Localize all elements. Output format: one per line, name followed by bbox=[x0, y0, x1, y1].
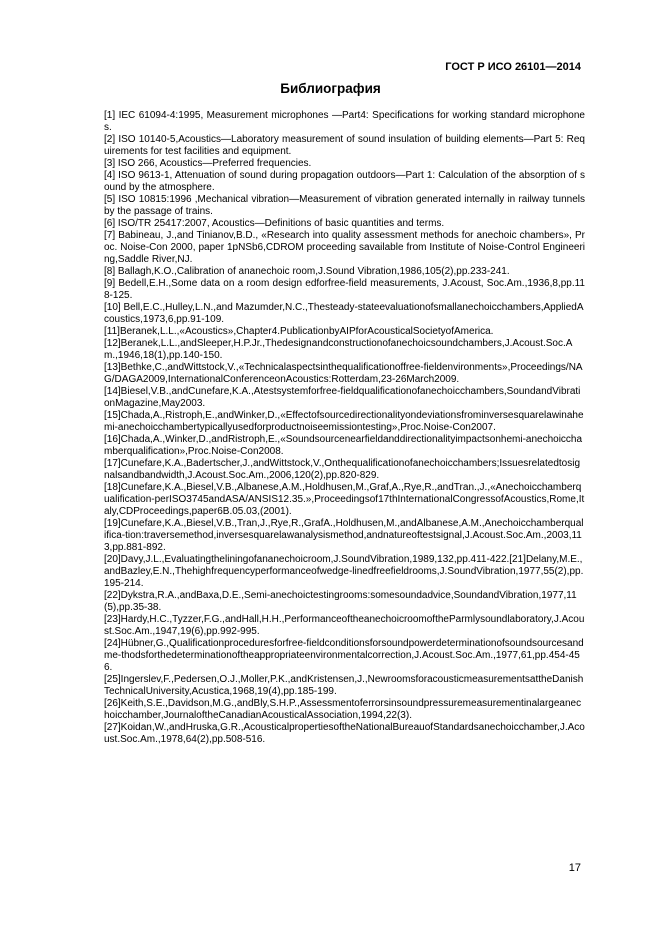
reference-item: [11]Beranek,L.L.,«Acoustics»,Chapter4.PublicationbyAIPforAcousticalSocietyofAmerica. bbox=[104, 326, 494, 337]
reference-item: [1] IEC 61094-4:1995, Measurement microphones —Part4: Specifications for working standard microphones. bbox=[104, 110, 585, 133]
reference-item: [26]Keith,S.E.,Davidson,M.G.,andBly,S.H.P.,Assessmentoferrorsinsoundpressuremeasurementinalargeanechoicchamber,JournaloftheCanadianAcousticalAssociation,1994,22(3). bbox=[104, 698, 582, 721]
reference-item: [19]Cunefare,K.A.,Biesel,V.B.,Tran,J.,Rye,R.,GrafA.,Holdhusen,M.,andAlbanese,A.M.,Anechoicchamberqualifica-tion:traversemethod,inversesquarelawanalysismethod,andnatureoftestsignal,J.Acoust.Soc.Am.,2003,113,pp.881-892. bbox=[104, 518, 584, 553]
reference-item: [8] Ballagh,K.O.,Calibration of ananechoic room,J.Sound Vibration,1986,105(2),pp.233-241. bbox=[104, 266, 510, 277]
reference-item: [15]Chada,A.,Ristroph,E.,andWinker,D.,«Effectofsourcedirectionalityondeviationsfrominversesquarelawinahemi-anechoicchambertypicallyusedforproductnoiseemissiontesting»,Proc.Noise-Con2007. bbox=[104, 410, 584, 433]
reference-item: [13]Bethke,C.,andWittstock,V.,«Technicalaspectsinthequalificationoffree-fieldenvironments»,Proceedings/NAG/DAGA2009,InternationalConferenceonAcoustics:Rotterdam,23-26March2009. bbox=[104, 362, 583, 385]
reference-item: [17]Cunefare,K.A.,Badertscher,J.,andWittstock,V.,Onthequalificationofanechoicchambers;Issuesrelatedtosignalsandbandwidth,J.Acoust.Soc.Am.,2006,120(2),pp.820-829. bbox=[104, 458, 581, 481]
reference-item: [6] ISO/TR 25417:2007, Acoustics—Definitions of basic quantities and terms. bbox=[104, 218, 445, 229]
reference-item: [16]Chada,A.,Winker,D.,andRistroph,E.,«Soundsourcenearfieldanddirectionalityimpactsonhemi-anechoicchamberqualification»,Proc.Noise-Con2008. bbox=[104, 434, 583, 457]
reference-item: [20]Davy,J.L.,Evaluatingtheliningofananechoicroom,J.SoundVibration,1989,132,pp.411-422.[21]Delany,M.E.,andBazley,E.N.,Thehighfrequencyperformanceofwedge-linedfreefieldrooms,J.SoundVibration,1977,55(2),pp.195-214. bbox=[104, 554, 584, 589]
reference-item: [22]Dykstra,R.A.,andBaxa,D.E.,Semi-anechoictestingrooms:somesoundadvice,SoundandVibration,1977,11(5),pp.35-38. bbox=[104, 590, 577, 613]
reference-item: [2] ISO 10140-5,Acoustics—Laboratory measurement of sound insulation of building elements—Part 5: Requirements for test facilities and equipment. bbox=[104, 134, 585, 157]
reference-item: [9] Bedell,E.H.,Some data on a room design edforfree-field measurements, J.Acoust, Soc.Am.,1936,8,pp.118-125. bbox=[104, 278, 585, 301]
reference-item: [5] ISO 10815:1996 ,Mechanical vibration—Measurement of vibration generated internally in railway tunnels by the passage of trains. bbox=[104, 194, 585, 217]
reference-item: [3] ISO 266, Acoustics—Preferred frequencies. bbox=[104, 158, 312, 169]
reference-item: [27]Koidan,W.,andHruska,G.R.,AcousticalpropertiesoftheNationalBureauofStandardsanechoicchamber,J.Acoust.Soc.Am.,1978,64(2),pp.508-516. bbox=[104, 722, 585, 745]
reference-item: [23]Hardy,H.C.,Tyzzer,F.G.,andHall,H.H.,PerformanceoftheanechoicroomoftheParmlysoundlaboratory,J.Acoust.Soc.Am.,1947,19(6),pp.992-995. bbox=[104, 614, 585, 637]
reference-item: [4] ISO 9613-1, Attenuation of sound during propagation outdoors—Part 1: Calculation of the absorption of sound by the atmosphere. bbox=[104, 170, 585, 193]
reference-list bbox=[104, 110, 585, 746]
reference-item: [25]Ingerslev,F.,Pedersen,O.J.,Moller,P.K.,andKristensen,J.,NewroomsforacousticmeasurementsattheDanishTechnicalUniversity,Acustica,1968,19(4),pp.185-199. bbox=[104, 674, 584, 697]
reference-item: [18]Cunefare,K.A.,Biesel,V.B.,Albanese,A.M.,Holdhusen,M.,Graf,A.,Rye,R.,andTran.,J.,«Anechoicchamberqualification-perISO3745andASA/ANSIS12.35.»,Proceedingsof17thInternationalCongressofAcoustics,Rome,Italy,CDProceedings,paper6B.05.03,(2001). bbox=[104, 482, 585, 517]
reference-item: [10] Bell,E.C.,Hulley,L.N.,and Mazumder,N.C.,Thesteady-stateevaluationofsmallanechoicchambers,AppliedAcoustics,1973,6,pp.91-109. bbox=[104, 302, 584, 325]
bibliography-title: Библиография bbox=[280, 81, 381, 96]
reference-item: [7] Babineau, J.,and Tinianov,B.D., «Research into quality assessment methods for anechoic chambers», Proc. Noise-Con 2000, paper 1pNSb6,CDROM proceeding savailable from Institute of Noise-Control Engineering,Saddle River,NJ. bbox=[104, 230, 585, 265]
reference-item: [24]Hübner,G.,Qualificationproceduresforfree-fieldconditionsforsoundpowerdeterminationofsoundsourcesandme-thodsforthedeterminationoftheappropriateenvironmentalcorrection,J.Acoust.Soc.Am.,1977,61,pp.454-456. bbox=[104, 638, 584, 673]
page-number: 17 bbox=[568, 862, 581, 874]
document-code: ГОСТ Р ИСО 26101—2014 bbox=[445, 61, 581, 73]
reference-item: [12]Beranek,L.L.,andSleeper,H.P.Jr.,Thedesignandconstructionofanechoicsoundchambers,J.Acoust.Soc.Am.,1946,18(1),pp.140-150. bbox=[104, 338, 573, 361]
reference-item: [14]Biesel,V.B.,andCunefare,K.A.,Atestsystemforfree-fieldqualificationofanechoicchambers,SoundandVibrationMagazine,May2003. bbox=[104, 386, 581, 409]
